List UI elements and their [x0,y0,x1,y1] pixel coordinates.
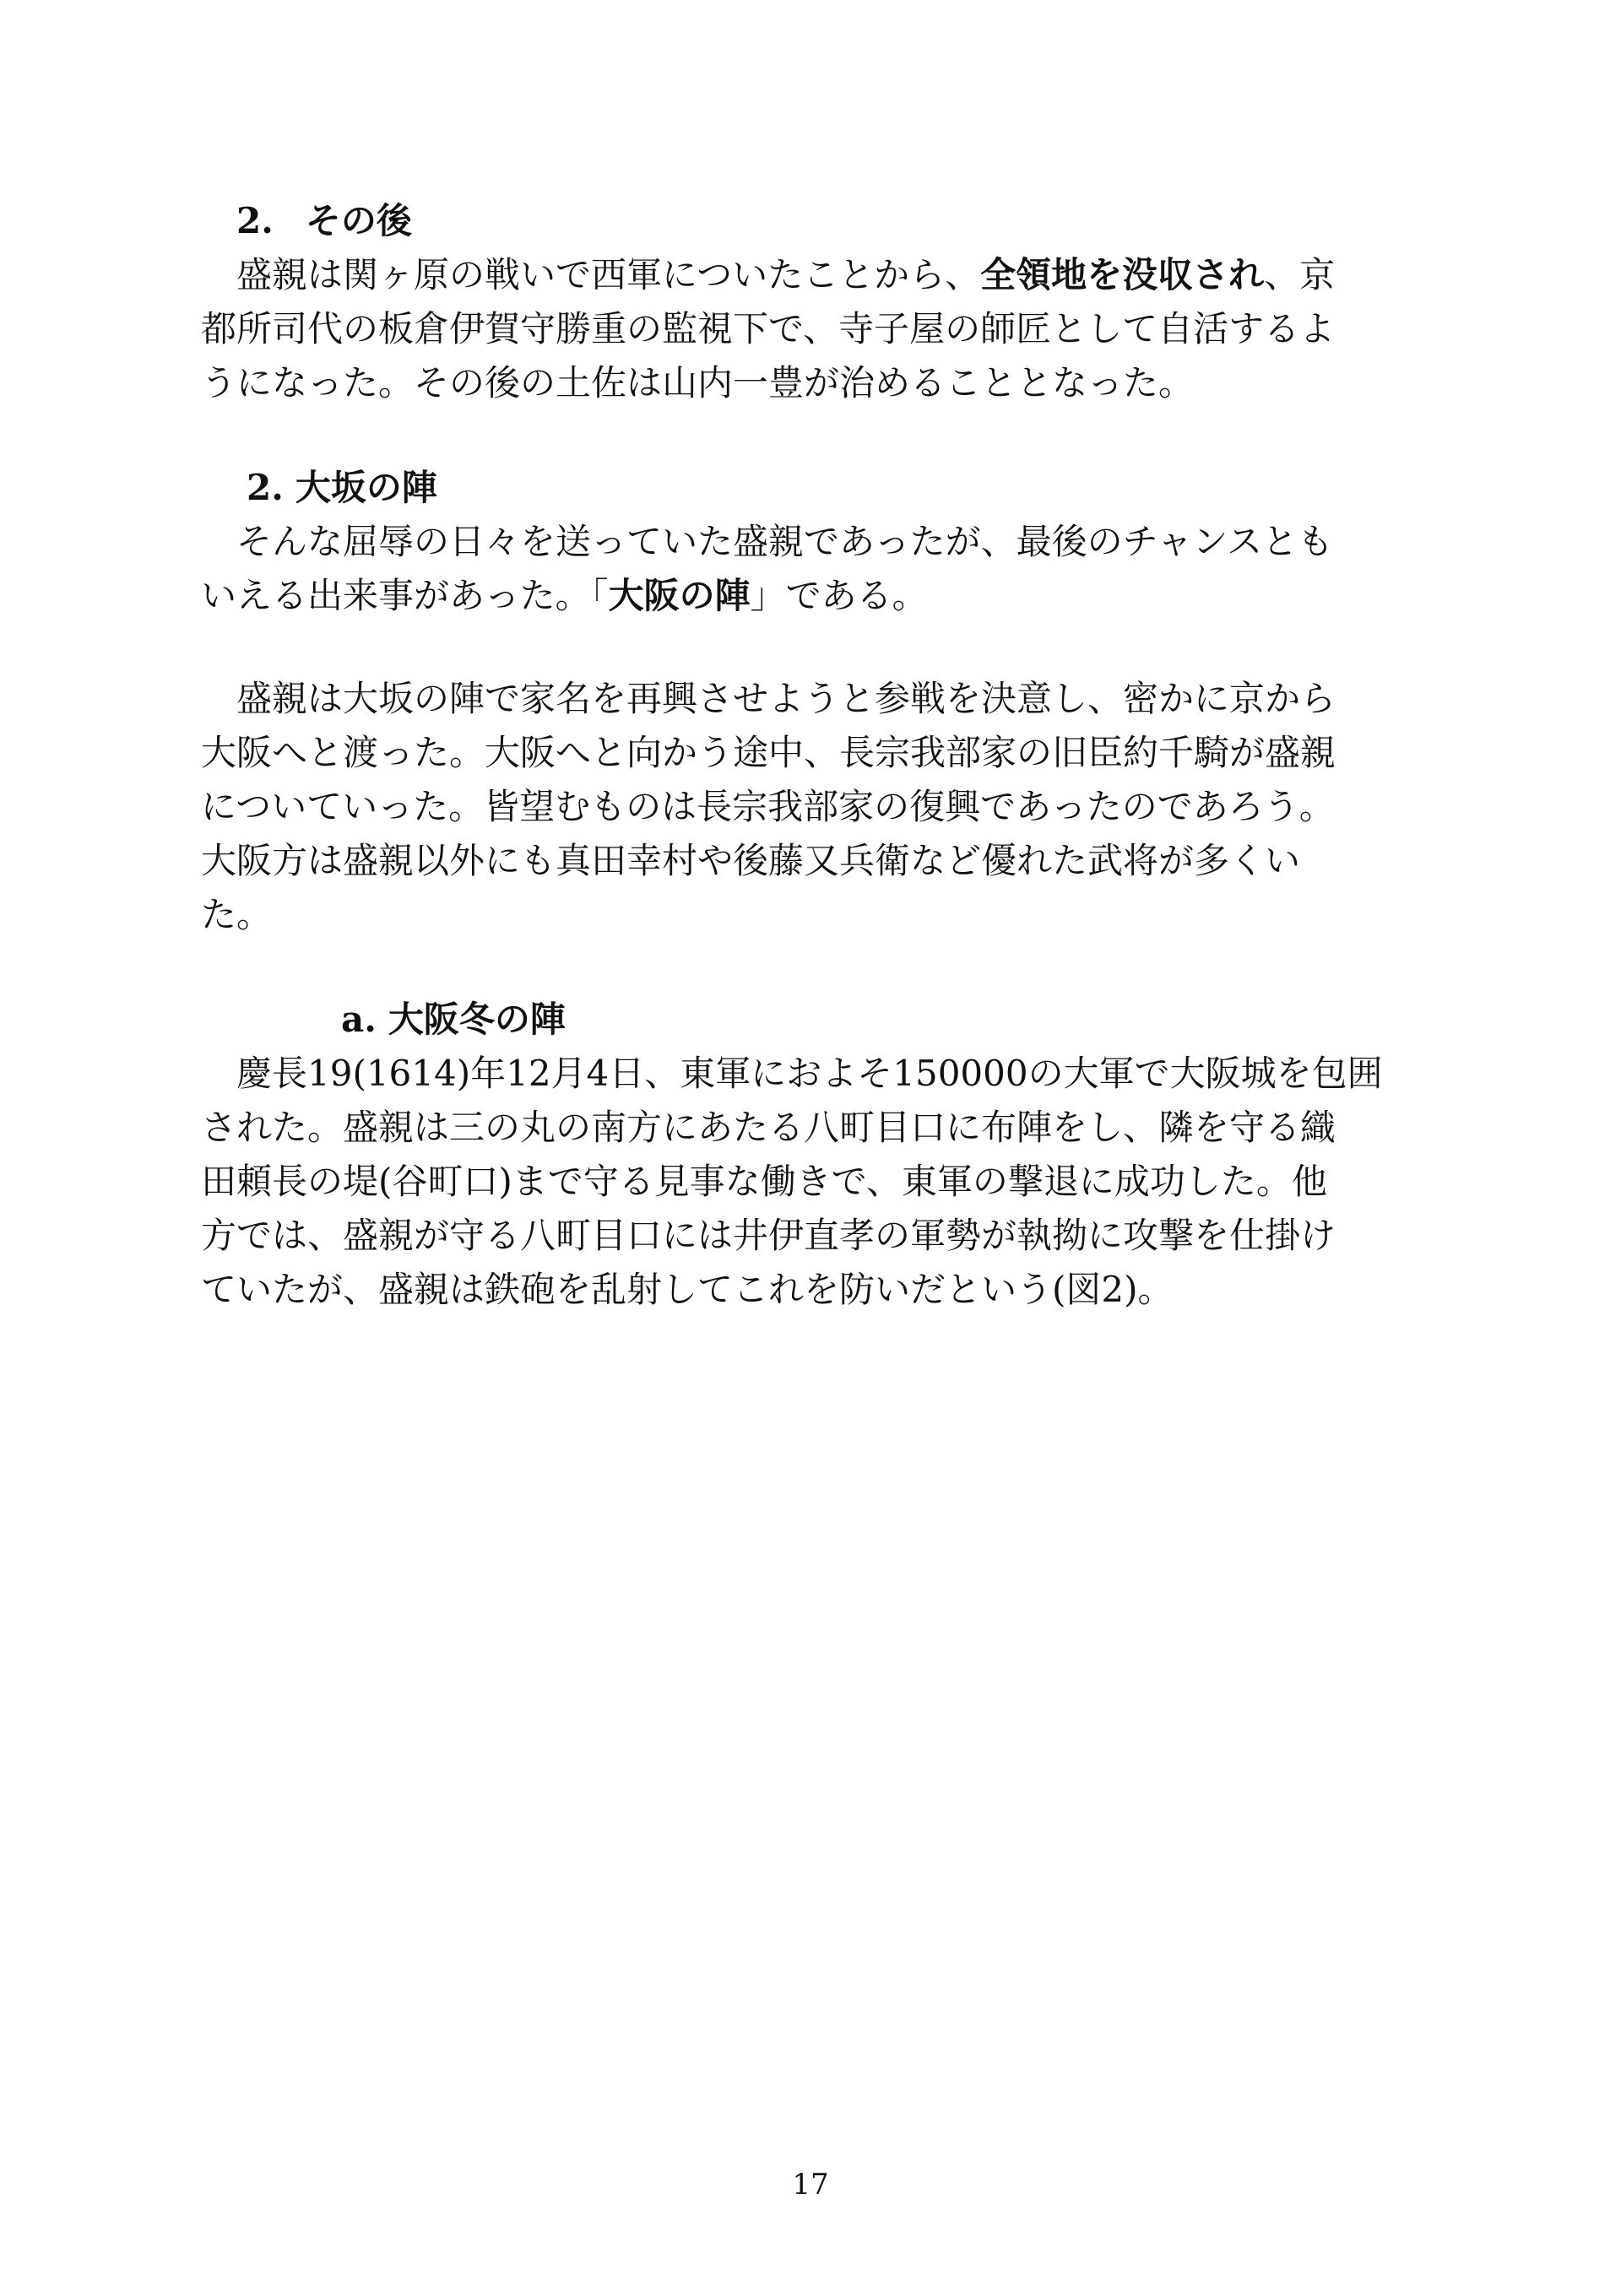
text-line: 田頼長の堤(谷町口)まで守る見事な働きで、東軍の撃退に成功した。他 [201,1161,1327,1202]
text-line: うになった。その後の土佐は山内一豊が治めることとなった。 [201,362,1195,403]
text-line: 慶長19(1614)年12月4日、東軍におよそ150000の大軍で大阪城を包囲 [236,1053,1383,1094]
section-number: 2. [236,200,274,241]
text-line: 方では、盛親が守る八町目口には井伊直孝の軍勢が執拗に攻撃を仕掛け [201,1215,1336,1256]
paragraph-sonogo [201,248,1434,410]
paragraph-osaka-body [201,672,1434,942]
section-title: 大阪冬の陣 [388,999,566,1040]
page-number: 17 [792,2168,829,2201]
text-line: た。 [201,894,273,935]
section-heading-fuyu-no-jin [341,994,566,1045]
text-line: についていった。皆望むものは長宗我部家の復興であったのであろう。 [201,786,1335,827]
section-number: a. [341,999,377,1040]
section-heading-osaka-no-jin [247,463,437,513]
text-line: 盛親は大坂の陣で家名を再興させようと参戦を決意し、密かに京から [236,678,1336,719]
text-span: 」である。 [750,575,928,616]
text-line: そんな屈辱の日々を送っていた盛親であったが、最後のチャンスとも [236,521,1334,562]
text-line [201,248,1434,302]
section-title: その後 [305,200,412,241]
section-number: 2. [247,467,284,508]
text-line: ていたが、盛親は鉄砲を乱射してこれを防いだという(図2)。 [201,1269,1174,1310]
text-line: された。盛親は三の丸の南方にあたる八町目口に布陣をし、隣を守る織 [201,1107,1336,1148]
section-title: 大坂の陣 [295,467,437,508]
text-span: 、京 [1264,254,1336,295]
bold-text: 大阪の陣 [608,575,751,616]
text-span: 盛親は関ヶ原の戦いで西軍についたことから、 [236,254,981,295]
bold-text: 全領地を没収され [980,254,1265,295]
text-line: 都所司代の板倉伊賀守勝重の監視下で、寺子屋の師匠として自活するよ [201,308,1336,349]
text-line: 大阪へと渡った。大阪へと向かう途中、長宗我部家の旧臣約千騎が盛親 [201,732,1336,773]
text-line [201,569,1434,623]
section-heading-sonogo [236,196,412,246]
paragraph-fuyu-no-jin [201,1047,1434,1317]
text-line: 大阪方は盛親以外にも真田幸村や後藤又兵衛など優れた武将が多くい [201,840,1301,881]
text-span: いえる出来事があった。「 [201,575,609,616]
paragraph-osaka-intro [201,515,1434,623]
